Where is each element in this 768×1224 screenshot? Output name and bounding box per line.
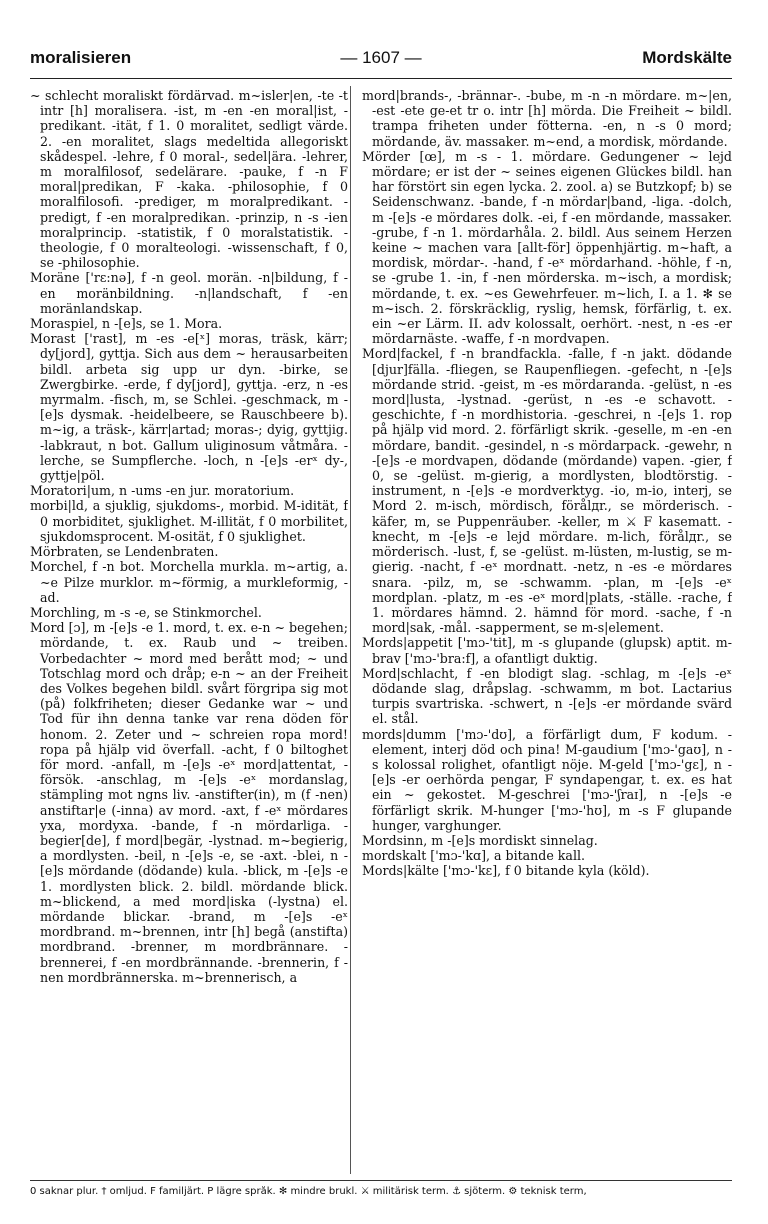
page-number: — 1607 —	[340, 48, 422, 67]
entry-mordskalte: Mords|kälte ['mɔ-'kɛ], f 0 bitande kyla (köld).	[362, 863, 650, 879]
entry-moraspiel: Moraspiel, n -[e]s, se 1. Mora.	[30, 316, 223, 332]
footer-rule	[30, 1180, 732, 1181]
column-divider	[350, 86, 351, 1174]
entry-mord: Mord [ɔ], m -[e]s -e 1. mord, t. ex. e-n ~ begehen; mördande, t. ex. Raub und ~ treiben. Vorbedachter ~ mord med berått mod; ~ und Totschlag mord och dråp; e-n ~ an der Freiheit des Volkes begehen bildl. svårt förgripa sig mot (på) folkfriheten; dieser Gedanke war ~ und Tod für ihn denna tanke var rena döden för honom. 2. Zeter und ~ schreien ropa mord! ropa på hjälp vid överfall. -acht, f 0 biltoghet för mord. -anfall, m -[e]s -eˣ mord|attentat, -försök. -anschlag, m -[e]s -eˣ mordanslag, stämpling mot ngns liv. -anstifter(in), m (f -nen) anstiftar|e (-inna) av mord. -axt, f -eˣ mördares yxa, mordyxa. -bande, f -n mördarliga. -begier[de], f mord|begär, -lystnad. m~begierig, a mordlysten. -beil, n -[e]s -e, se -axt. -blei, n -[e]s mördande (dödande) kula. -blick, m -[e]s -e 1. mordlysten blick. 2. bildl. mördande blick. m~blickend, a med mord|iska (-lystna) el. mördande blickar. -brand, m -[e]s -eˣ mordbrand. m~brennen, intr [h] begå (anstifta) mordbrand. -brenner, m mordbrännare. -brennerei, f -en mordbrännande. -brennerin, f -nen mordbrännerska. m~brennerisch, a	[30, 620, 348, 985]
header-left-headword: moralisieren	[30, 48, 132, 67]
entry-morder: Mörder [œ], m -s - 1. mördare. Gedungener ~ lejd mördare; er ist der ~ seines eigenen Glückes bildl. han har förstört sin egen lycka. 2. zool. a) se Butzkopf; b) se Seidenschwanz. -bande, f -n mördar|band, -liga. -dolch, m -[e]s -e mördares dolk. -ei, f -en mördande, massaker. -grube, f -n 1. mördarhåla. 2. bildl. Aus seinem Herzen keine ~ machen vara [allt-för] öppenhjärtig. m~haft, a mordisk, mördar-. -hand, f -eˣ mördarhand. -höhle, f -n, se -grube 1. -in, f -nen mörderska. m~isch, a mordisk; mördande, t. ex. ~es Gewehrfeuer. m~lich, I. a 1. ✻ se m~isch. 2. förskräcklig, ryslig, hemsk, förfärlig, t. ex. ein ~er Lärm. II. adv kolossalt, oerhört. -nest, n -es -er mördarnäste. -waffe, f -n mordvapen.	[362, 148, 732, 347]
entry-morchel: Morchel, f -n bot. Morchella murkla. m~artig, a. ~e Pilze murklor. m~förmig, a murkleformig, -ad.	[30, 559, 348, 605]
entry-mordsdumm: mords|dumm ['mɔ-'dʊ], a förfärligt dum, F kodum. -element, interj död och pina! M-gaudium ['mɔ-'gaʊ], n -s kolossal rolighet, ofantligt nöje. M-geld ['mɔ-'gɛ], n -[e]s -er oerhörda pengar, F syndapengar, t. ex. es hat ein ~ gekostet. M-geschrei ['mɔ-'ʃraɪ], n -[e]s -e förfärligt skrik. M-hunger ['mɔ-'hʊ], m -s F glupande hunger, varghunger.	[362, 726, 732, 833]
header-right-headword: Mordskälte	[642, 48, 732, 67]
abbreviation-legend: 0 saknar plur. † omljud. F familjärt. P lägre språk. ✻ mindre brukl. ⚔ militärisk term. ⚓ sjöterm. ⚙ teknisk term,	[30, 1186, 587, 1197]
entry-mordsappetit: Mords|appetit ['mɔ-'tit], m -s glupande (glupsk) aptit. m-brav ['mɔ-'bra:f], a ofantligt duktig.	[362, 635, 732, 666]
entry-mordsinn: Mordsinn, m -[e]s mordiskt sinnelag.	[362, 832, 598, 848]
entry-morane: Moräne ['rɛ:nə], f -n geol. morän. -n|bildung, f -en moränbildning. -n|landschaft, f -en moränlandskap.	[30, 270, 348, 316]
right-column	[362, 88, 732, 1174]
left-column	[30, 88, 348, 1174]
entry-mordschlacht: Mord|schlacht, f -en blodigt slag. -schlag, m -[e]s -eˣ dödande slag, dråpslag. -schwamm, m bot. Lactarius turpis svartriska. -schwert, n -[e]s -er mördande svärd el. stål.	[362, 665, 732, 727]
entry-morbid: morbi|ld, a sjuklig, sjukdoms-, morbid. M-idität, f 0 morbiditet, sjuklighet. M-illität, f 0 morbilitet, sjukdomsprocent. M-osität, f 0 sjuklighet.	[30, 498, 348, 544]
page-header	[30, 48, 732, 74]
entry-morchling: Morchling, m -s -e, se Stinkmorchel.	[30, 604, 262, 620]
header-rule	[30, 78, 732, 79]
entry-mordskalt: mordskalt ['mɔ-'kɑ], a bitande kall.	[362, 848, 585, 864]
entry-mordfackel: Mord|fackel, f -n brandfackla. -falle, f -n jakt. dödande [djur]fälla. -fliegen, se Raupenfliegen. -gefecht, n -[e]s mördande strid. -geist, m -es mördaranda. -gelüst, n -es mord|lusta, -lystnad. -gerüst, n -es -e schavott. -geschichte, f -n mordhistoria. -geschrei, n -[e]s 1. rop på hjälp vid mord. 2. förfärligt skrik. -geselle, m -en -en mördare, bandit. -gesindel, n -s mördarpack. -gewehr, n -[e]s -e mordvapen, dödande (mördande) vapen. -gier, f 0, se -gelüst. m-gierig, a mordlysten, blodtörstig. -instrument, n -[e]s -e mordverktyg. -io, m-io, interj, se Mord 2. m-isch, mördisch, förålдr., se mörderisch. -käfer, m, se Puppenräuber. -keller, m ⚔ F kasematt. -knecht, m -[e]s -e lejd mördare. m-lich, förålдr., se mörderisch. -lust, f, se -gelüst. m-lüsten, m-lustig, se m-gierig. -nacht, f -eˣ mordnatt. -netz, n -es -e mördares snara. -pilz, m, se -schwamm. -plan, m -[e]s -eˣ mordplan. -platz, m -es -eˣ mord|plats, -ställe. -rache, f 1. mördares hämnd. 2. hämnd för mord. -sache, f -n mord|sak, -mål. -sapperment, se m-s|element.	[362, 346, 732, 636]
entry-morbraten: Mörbraten, se Lendenbraten.	[30, 544, 219, 560]
entry-morast: Morast ['rast], m -es -e[ˣ] moras, träsk, kärr; dy[jord], gyttja. Sich aus dem ~ herausarbeiten bildl. arbeta sig upp ur dyn. -birke, se Zwergbirke. -erde, f dy[jord], gyttja. -erz, n -es myrmalm. -fisch, m, se Schlei. -geschmack, m -[e]s dysmak. -heidelbeere, se Rauschbeere b). m~ig, a träsk-, kärr|artad; moras-; dyig, gyttjig. -labkraut, n bot. Gallum uliginosum våtmåra. -lerche, se Sumpflerche. -loch, n -[e]s -erˣ dy-, gyttje|pöl.	[30, 331, 348, 484]
entry-mord-continued: mord|brands-, -brännar-. -bube, m -n -n mördare. m~|en, -est -ete ge-et tr o. intr [h] mörda. Die Freiheit ~ bildl. trampa friheten under fötterna. -en, n -s 0 mord; mördande, äv. massaker. m~end, a mordisk, mördande.	[362, 88, 732, 149]
entry-moralisch: ~ schlecht moraliskt fördärvad. m~isler|en, -te -t intr [h] moralisera. -ist, m -en -en moral|ist, -predikant. -ität, f 1. 0 moralitet, sedligt värde. 2. -en moralitet, slags medeltida allegoriskt skådespel. -lehre, f 0 moral-, sedel|ära. -lehrer, m moralfilosof, sedelärare. -pauke, f -n F moral|predikan, F -kaka. -philosophie, f 0 moralfilosofi. -prediger, m moralpredikant. -predigt, f -en moralpredikan. -prinzip, n -s -ien moralprincip. -statistik, f 0 moralstatistik. -theologie, f 0 moralteologi. -wissenschaft, f 0, se -philosophie.	[30, 88, 348, 271]
entry-moratorium: Moratori|um, n -ums -en jur. moratorium.	[30, 483, 295, 499]
